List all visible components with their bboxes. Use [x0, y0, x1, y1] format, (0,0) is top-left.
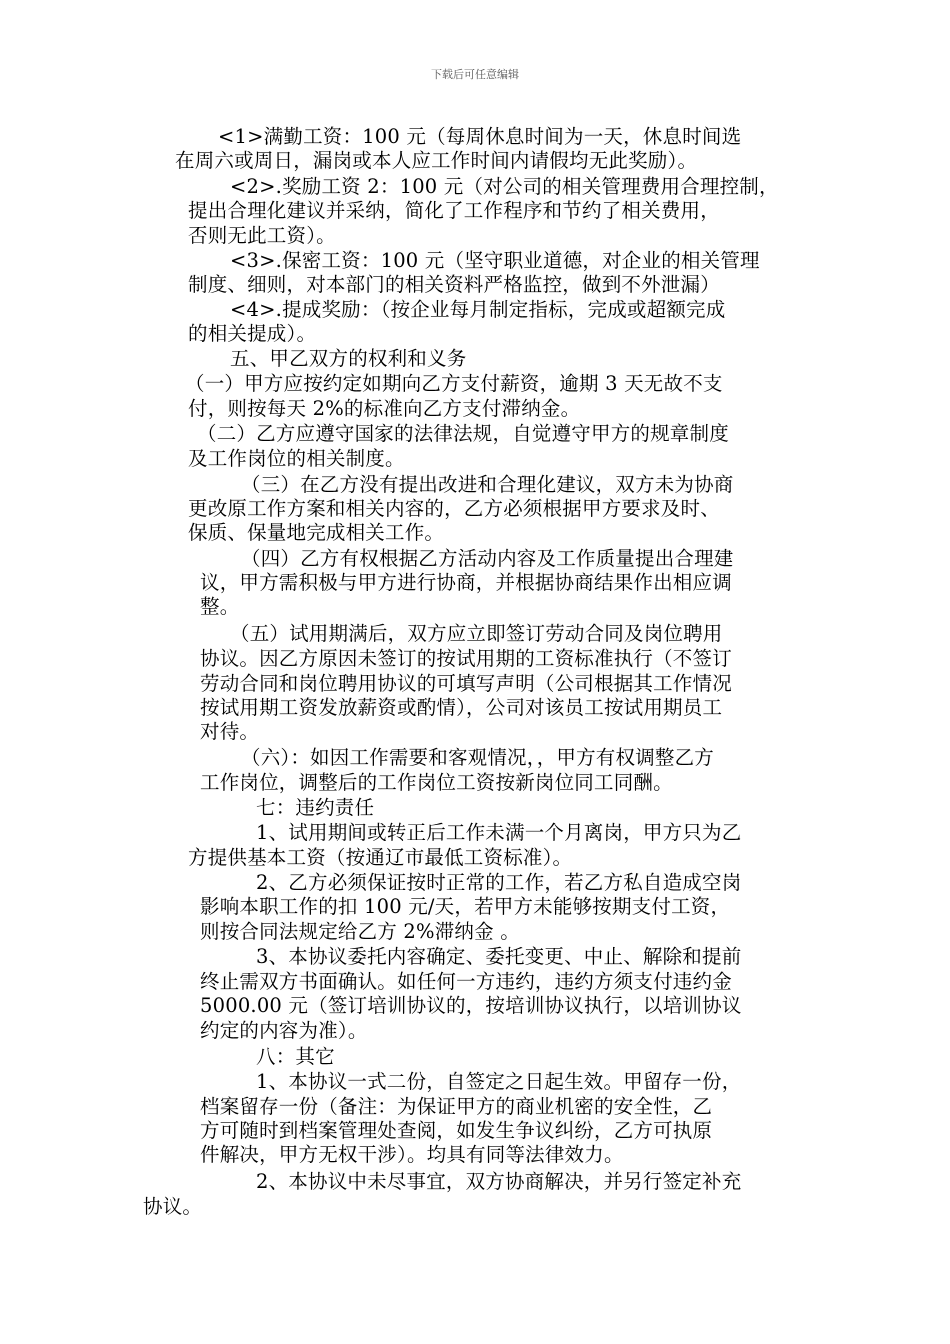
text-line: 档案留存一份（备注：为保证甲方的商业机密的安全性，乙: [200, 1095, 713, 1118]
text-line: 1、本协议一式二份，自签定之日起生效。甲留存一份，: [256, 1070, 742, 1093]
text-line: 5000.00 元（签订培训协议的，按培训协议执行，以培训协议: [200, 994, 742, 1017]
text-line: 则按合同法规定给乙方 2%滞纳金 。: [200, 920, 520, 943]
text-line: 2、本协议中未尽事宜，双方协商解决，并另行签定补充: [256, 1170, 742, 1193]
text-line: （二）乙方应遵守国家的法律法规，自觉遵守甲方的规章制度: [197, 422, 729, 445]
text-line: 制度、细则，对本部门的相关资料严格监控，做到不外泄漏）: [188, 273, 720, 296]
text-line: 更改原工作方案和相关内容的，乙方必须根据甲方要求及时、: [188, 497, 720, 520]
text-line: <4>.提成奖励：（按企业每月制定指标，完成或超额完成: [230, 298, 726, 321]
text-line: <1>满勤工资：100 元（每周休息时间为一天，休息时间选: [218, 125, 742, 148]
text-line: 提出合理化建议并采纳，简化了工作程序和节约了相关费用，: [188, 199, 720, 222]
text-line: 件解决，甲方无权干涉）。均具有同等法律效力。: [200, 1143, 624, 1166]
section-heading: 七：违约责任: [256, 796, 375, 819]
text-line: （六）：如因工作需要和客观情况，，甲方有权调整乙方: [241, 746, 715, 769]
text-line: <3>.保密工资：100 元（坚守职业道德，对企业的相关管理: [230, 249, 760, 272]
text-line: 3、本协议委托内容确定、委托变更、中止、解除和提前: [256, 945, 742, 968]
text-line: 及工作岗位的相关制度。: [188, 447, 405, 470]
text-line: 终止需双方书面确认。如任何一方违约，违约方须支付违约金: [200, 970, 732, 993]
text-line: 按试用期工资发放薪资或酌情），公司对该员工按试用期员工: [200, 696, 723, 719]
text-line: 方提供基本工资（按通辽市最低工资标准）。: [188, 846, 573, 869]
text-line: 整。: [200, 595, 240, 618]
text-line: 在周六或周日，漏岗或本人应工作时间内请假均无此奖励）。: [175, 149, 698, 172]
text-line: （三）在乙方没有提出改进和合理化建议，双方未为协商: [241, 473, 734, 496]
text-line: 保质、保量地完成相关工作。: [188, 521, 445, 544]
text-line: 2、乙方必须保证按时正常的工作，若乙方私自造成空岗: [256, 871, 742, 894]
text-line: 工作岗位，调整后的工作岗位工资按新岗位同工同酬。: [200, 771, 673, 794]
text-line: 协议。因乙方原因未签订的按试用期的工资标准执行（不签订: [200, 647, 732, 670]
text-line: 影响本职工作的扣 100 元/天，若甲方未能够按期支付工资，: [200, 895, 731, 918]
text-line: 1、试用期间或转正后工作未满一个月离岗，甲方只为乙: [256, 821, 742, 844]
text-line: 方可随时到档案管理处查阅，如发生争议纠纷，乙方可执原: [200, 1119, 713, 1142]
text-line: <2>.奖励工资 2：100 元（对公司的相关管理费用合理控制，: [230, 175, 779, 198]
text-line: （一）甲方应按约定如期向乙方支付薪资，逾期 3 天无故不支: [185, 372, 723, 395]
text-line: 付，则按每天 2%的标准向乙方支付滞纳金。: [188, 397, 581, 420]
text-line: 议，甲方需积极与甲方进行协商，并根据协商结果作出相应调: [200, 571, 732, 594]
section-heading: 五、甲乙双方的权利和义务: [230, 347, 467, 370]
text-line: （四）乙方有权根据乙方活动内容及工作质量提出合理建: [241, 547, 734, 570]
text-line: 协议。: [143, 1195, 203, 1218]
section-heading: 八：其它: [256, 1045, 335, 1068]
text-line: 劳动合同和岗位聘用协议的可填写声明（公司根据其工作情况: [200, 672, 732, 695]
text-line: 对待。: [200, 720, 260, 743]
text-line: （五）试用期满后，双方应立即签订劳动合同及岗位聘用: [230, 622, 723, 645]
page-header: 下载后可任意编辑: [431, 68, 519, 81]
text-line: 的相关提成）。: [188, 322, 317, 345]
text-line: 约定的内容为准）。: [200, 1019, 368, 1042]
text-line: 否则无此工资）。: [188, 224, 336, 247]
